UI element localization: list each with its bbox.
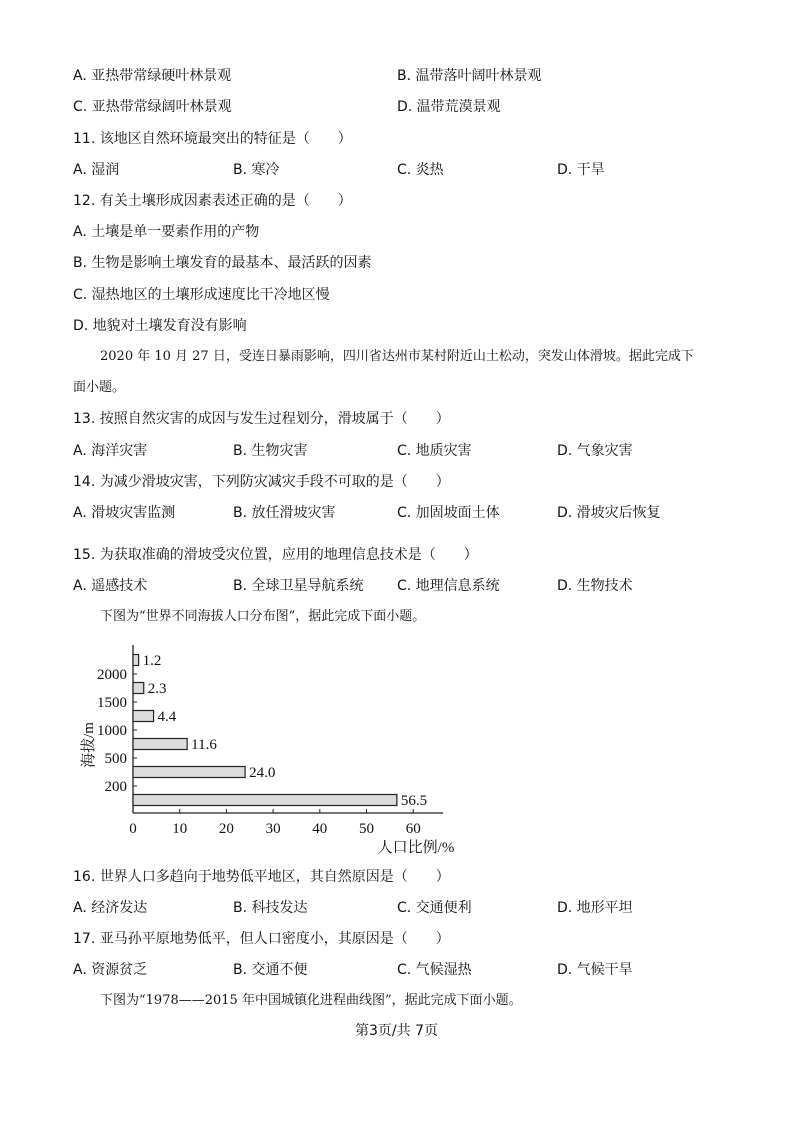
q16-stem: 16. 世界人口多趋向于地势低平地区，其自然原因是（ ）	[73, 869, 450, 885]
q15-option-c: C. 地理信息系统	[397, 578, 500, 594]
bar-value-label: 24.0	[249, 765, 276, 781]
bar-value-label: 11.6	[191, 737, 217, 753]
bar-value-label: 2.3	[147, 681, 167, 697]
bar-value-label: 56.5	[400, 793, 428, 809]
x-tick-label: 60	[405, 821, 421, 837]
q17-option-d: D. 气候干旱	[557, 962, 633, 978]
q14-option-a: A. 滑坡灾害监测	[73, 505, 176, 521]
q11-stem: 11. 该地区自然环境最突出的特征是（ ）	[73, 131, 352, 147]
passage-chart-caption: 下图为“世界不同海拔人口分布图”，据此完成下面小题。	[100, 609, 426, 624]
passage-landslide-line1: 2020 年 10 月 27 日，受连日暴雨影响，四川省达州市某村附近山土松动，突发山体滑坡。据此完成下	[100, 349, 694, 364]
q14-option-b: B. 放任滑坡灾害	[233, 505, 336, 521]
q15-stem: 15. 为获取准确的滑坡受灾位置，应用的地理信息技术是（ ）	[73, 547, 478, 563]
q10-option-c: C. 亚热带常绿阔叶林景观	[73, 99, 232, 115]
q13-option-b: B. 生物灾害	[233, 443, 308, 459]
bar-value-label: 1.2	[142, 653, 162, 669]
y-tick-label: 1000	[97, 723, 127, 739]
q11-option-c: C. 炎热	[397, 162, 444, 178]
q14-stem: 14. 为减少滑坡灾害，下列防灾减灾手段不可取的是（ ）	[73, 474, 450, 490]
q17-stem: 17. 亚马孙平原地势低平，但人口密度小，其原因是（ ）	[73, 931, 450, 947]
q16-option-b: B. 科技发达	[233, 900, 308, 916]
bar	[133, 795, 397, 806]
x-tick-label: 50	[359, 821, 374, 837]
bar	[133, 683, 144, 694]
x-tick-label: 30	[265, 821, 281, 837]
q15-option-b: B. 全球卫星导航系统	[233, 578, 364, 594]
q12-option-a: A. 土壤是单一要素作用的产物	[73, 224, 260, 240]
x-tick-label: 20	[218, 821, 234, 837]
q13-stem: 13. 按照自然灾害的成因与发生过程划分，滑坡属于（ ）	[73, 411, 450, 427]
q13-option-a: A. 海洋灾害	[73, 443, 148, 459]
q16-option-a: A. 经济发达	[73, 900, 148, 916]
x-tick-label: 40	[312, 821, 328, 837]
q12-stem: 12. 有关土壤形成因素表述正确的是（ ）	[73, 193, 352, 209]
page-footer: 第3页/共 7页	[355, 1023, 438, 1039]
q12-option-c: C. 湿热地区的土壤形成速度比干冷地区慢	[73, 287, 330, 303]
q17-option-b: B. 交通不便	[233, 962, 308, 978]
x-axis-label: 人口比例/%	[377, 840, 455, 856]
q15-option-d: D. 生物技术	[557, 578, 633, 594]
q16-option-d: D. 地形平坦	[557, 900, 633, 916]
y-tick-label: 2000	[97, 667, 127, 683]
q15-option-a: A. 遥感技术	[73, 578, 148, 594]
altitude-population-chart	[60, 640, 460, 860]
bar	[133, 711, 154, 722]
x-tick-label: 0	[129, 821, 137, 837]
x-tick-label: 10	[172, 821, 188, 837]
y-tick-label: 1500	[97, 695, 127, 711]
bar-value-label: 4.4	[157, 709, 177, 725]
q10-option-a: A. 亚热带常绿硬叶林景观	[73, 68, 232, 84]
q10-option-b: B. 温带落叶阔叶林景观	[397, 68, 542, 84]
q17-option-c: C. 气候湿热	[397, 962, 472, 978]
q13-option-d: D. 气象灾害	[557, 443, 633, 459]
y-tick-label: 200	[104, 779, 127, 795]
bar	[133, 767, 245, 778]
passage-urbanization-caption: 下图为“1978——2015 年中国城镇化进程曲线图”，据此完成下面小题。	[100, 993, 522, 1008]
q14-option-c: C. 加固坡面土体	[397, 505, 500, 521]
bar	[133, 655, 139, 666]
q12-option-b: B. 生物是影响土壤发育的最基本、最活跃的因素	[73, 255, 372, 271]
bar	[133, 739, 187, 750]
q10-option-d: D. 温带荒漠景观	[397, 99, 501, 115]
q17-option-a: A. 资源贫乏	[73, 962, 148, 978]
q12-option-d: D. 地貌对土壤发育没有影响	[73, 318, 247, 334]
passage-landslide-line2: 面小题。	[73, 380, 126, 395]
y-axis-label: 海拔/m	[81, 722, 97, 768]
q13-option-c: C. 地质灾害	[397, 443, 472, 459]
q11-option-b: B. 寒冷	[233, 162, 280, 178]
y-tick-label: 500	[104, 751, 127, 767]
q16-option-c: C. 交通便利	[397, 900, 472, 916]
q14-option-d: D. 滑坡灾后恢复	[557, 505, 661, 521]
q11-option-d: D. 干旱	[557, 162, 605, 178]
q11-option-a: A. 湿润	[73, 162, 120, 178]
